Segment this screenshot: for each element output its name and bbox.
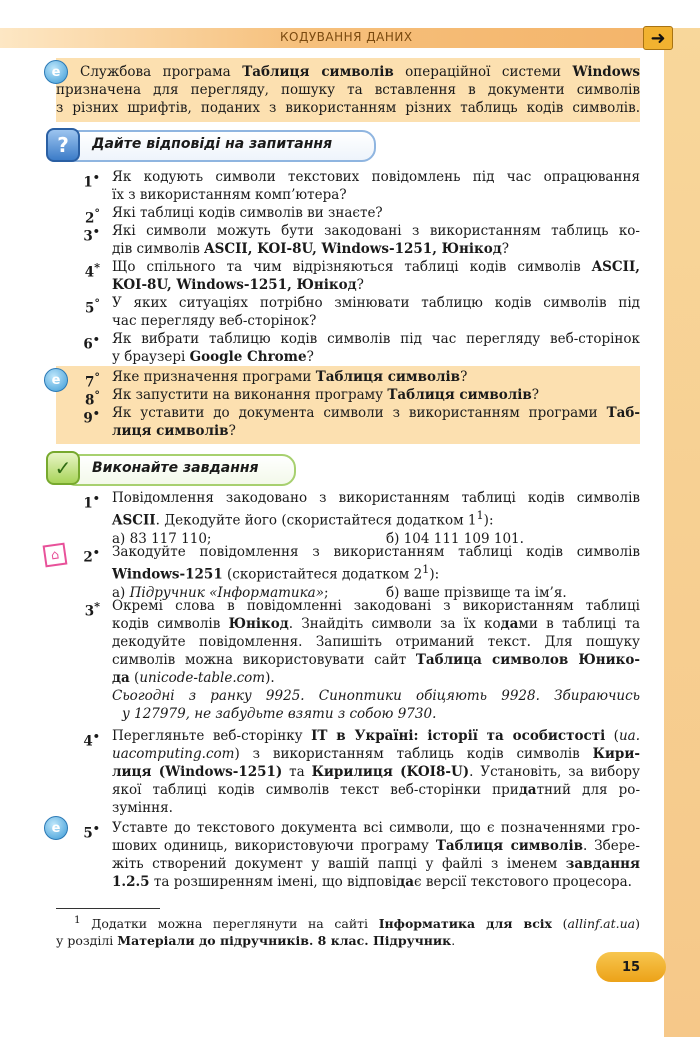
task-4: 4• Перегляньте веб-сторінку IT в Україні: історії та особистості (ua. uacomputing.com) з використанням таблиць кодів символів Кири- лиця (Windows-1251) та Кирилиця (KOI8-U). Установіть, за вибору якої таблиці кодів символів текст веб-сторінки придатний для ро- зуміння.	[83, 728, 640, 816]
question-number: 1•	[83, 170, 100, 191]
question-text: Які символи можуть бути закодовані з використанням таблиць ко- дів символів ASCII, KOI-8U, Windows-1251, Юнікод?	[112, 223, 640, 257]
question-text: Як уставити до документа символи з використанням програми Таб- лиця символів?	[112, 405, 640, 439]
computer-task-icon: e	[44, 60, 68, 84]
right-arrow-icon[interactable]: ➜	[643, 26, 673, 50]
question-number: 7°	[84, 370, 100, 391]
question-text: Як запустити на виконання програму Таблиця символів?	[112, 387, 539, 403]
question-number: 3•	[83, 224, 100, 245]
question-text: Які таблиці кодів символів ви знаєте?	[112, 205, 383, 221]
questions-title: Дайте відповіді на запитання	[92, 136, 333, 152]
question-text: У яких ситуаціях потрібно змінювати таблицю кодів символів під час перегляду веб-сторінок?	[112, 295, 640, 329]
computer-task-icon: e	[44, 368, 68, 392]
checkmark-icon: ✓	[46, 451, 80, 485]
home-task-icon: ⌂	[43, 543, 68, 568]
question-number: 8°	[84, 388, 100, 409]
chapter-title: КОДУВАННЯ ДАНИХ	[280, 30, 413, 44]
side-color-strip	[664, 28, 700, 1037]
question-text: Як кодують символи текстових повідомлень під час опрацювання їх з використанням комп’ютера?	[112, 169, 640, 203]
question-number: 5°	[84, 296, 100, 317]
question-number: 9•	[83, 406, 100, 427]
question-text: Як вибрати таблицю кодів символів під час перегляду веб-сторінок у браузері Google Chrome?	[112, 331, 640, 365]
tasks-title: Виконайте завдання	[92, 460, 259, 476]
task-1: 1• Повідомлення закодовано з використанням таблиці кодів символів ASCII. Декодуйте його (скористайтеся додатком $1^1$): а) 83 117 110; б) 104 111 109 101.	[83, 490, 640, 547]
question-number: 6•	[83, 332, 100, 353]
question-mark-icon: ?	[46, 128, 80, 162]
task-3: 3* Окремі слова в повідомленні закодовані з використанням таблиці кодів символів Юнікод. Знайдіть символи за їх кодами в таблиці та декодуйте повідомлення. Запишіть отриманий текст. Для пошуку символів можна використовувати сайт Таблица символов Юнико- да (unicode-table.com). Сьогодні з ранку 9925. Синоптики обіцяють 9928. Збираючись у 127979, не забудьте взяти з собою 9730.	[84, 598, 640, 722]
footnote-divider	[56, 908, 160, 909]
question-number: 4*	[84, 260, 100, 281]
page-number-badge: 15	[596, 952, 666, 982]
computer-task-icon: e	[44, 816, 68, 840]
info-paragraph: Службова програма Таблиця символів операційної системи Windows призначена для перегляду, пошуку та вставлення в документи символів з різних шрифтів, поданих з використанням різних таблиць кодів символів.	[56, 64, 640, 116]
task-5: 5• Уставте до текстового документа всі символи, що є позначеннями гро- шових одиниць, використовуючи програму Таблиця символів. Збере- жіть створений документ у вашій папці у файлі з іменем завдання 1.2.5 та розширенням імені, що відповідає версії текстового процесора.	[83, 820, 640, 890]
question-text: Яке призначення програми Таблиця символів?	[112, 369, 468, 385]
task-2: 2• Закодуйте повідомлення з використанням таблиці кодів символів Windows-1251 (скористайтеся додатком $2^1$): а) Підручник «Інформатика»; б) ваше прізвище та ім’я.	[83, 544, 640, 601]
footnote: $^1$ Додатки можна переглянути на сайті Інформатика для всіх (allinf.at.ua) у розділі Матеріали до підручників. 8 клас. Підручник.	[56, 914, 641, 949]
question-number: 2°	[84, 206, 100, 227]
question-text: Що спільного та чим відрізняються таблиці кодів символів ASCII, KOI-8U, Windows-1251, Юнікод?	[112, 259, 640, 293]
